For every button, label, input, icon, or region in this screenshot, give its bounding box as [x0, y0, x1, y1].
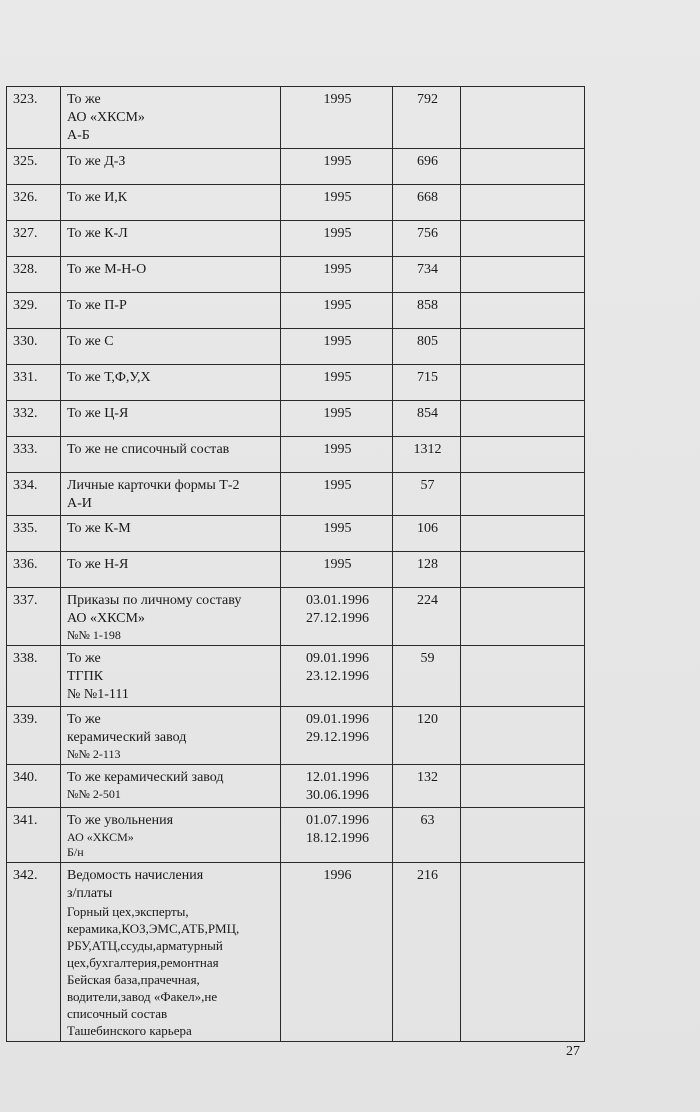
row-note [461, 293, 585, 329]
row-note [461, 401, 585, 437]
date-line: 1995 [323, 190, 352, 205]
date-line: 29.12.1996 [306, 730, 369, 745]
date-line: 1995 [323, 406, 352, 421]
row-title [61, 293, 281, 329]
row-dates [281, 221, 393, 257]
row-title [61, 516, 281, 552]
title-line: То же К-Л [67, 226, 128, 241]
title-line: То же не списочный состав [67, 442, 230, 457]
row-note [461, 516, 585, 552]
title-line: А-И [67, 496, 92, 511]
row-dates [281, 808, 393, 863]
row-title [61, 808, 281, 863]
inventory-table-body [7, 87, 585, 1042]
title-line: керамический завод [67, 730, 187, 745]
date-line: 12.01.1996 [306, 770, 369, 785]
row-note [461, 257, 585, 293]
row-sheet-count: 715 [393, 365, 461, 401]
title-line: ТГПК [67, 669, 104, 684]
table-row [7, 646, 585, 707]
row-note [461, 87, 585, 149]
title-line: То же Д-З [67, 154, 126, 169]
row-number: 331. [7, 365, 61, 401]
row-note [461, 863, 585, 1042]
row-dates [281, 257, 393, 293]
table-row [7, 473, 585, 516]
row-dates [281, 365, 393, 401]
row-title [61, 221, 281, 257]
row-number: 341. [7, 808, 61, 863]
row-dates [281, 401, 393, 437]
date-line: 1995 [323, 557, 352, 572]
title-note-line: водители,завод «Факел»,не [67, 989, 218, 1004]
row-note [461, 473, 585, 516]
table-row [7, 365, 585, 401]
row-title [61, 473, 281, 516]
row-sheet-count: 106 [393, 516, 461, 552]
row-number: 330. [7, 329, 61, 365]
title-line: То же М-Н-О [67, 262, 147, 277]
row-dates [281, 329, 393, 365]
title-note-line: Ташебинского карьера [67, 1023, 192, 1038]
row-note [461, 552, 585, 588]
row-dates [281, 588, 393, 646]
title-line: № №1-111 [67, 687, 129, 702]
row-sheet-count: 792 [393, 87, 461, 149]
row-sheet-count: 734 [393, 257, 461, 293]
table-row [7, 707, 585, 765]
row-dates [281, 516, 393, 552]
row-title [61, 87, 281, 149]
date-line: 09.01.1996 [306, 712, 369, 727]
row-number: 332. [7, 401, 61, 437]
table-row [7, 329, 585, 365]
title-note-line: АО «ХКСМ» [67, 830, 134, 844]
title-line: То же керамический завод [67, 770, 224, 785]
table-row [7, 552, 585, 588]
table-row [7, 185, 585, 221]
row-number: 342. [7, 863, 61, 1042]
row-sheet-count: 756 [393, 221, 461, 257]
row-sheet-count: 854 [393, 401, 461, 437]
row-note [461, 588, 585, 646]
table-row [7, 437, 585, 473]
row-title [61, 185, 281, 221]
title-line: Ведомость начисления [67, 868, 204, 883]
row-dates [281, 293, 393, 329]
title-note-line: №№ 1-198 [67, 628, 121, 642]
date-line: 23.12.1996 [306, 669, 369, 684]
row-title [61, 329, 281, 365]
row-title [61, 765, 281, 808]
row-number: 340. [7, 765, 61, 808]
row-dates [281, 646, 393, 707]
row-sheet-count: 59 [393, 646, 461, 707]
row-title [61, 707, 281, 765]
table-row [7, 588, 585, 646]
table-row [7, 293, 585, 329]
row-dates [281, 149, 393, 185]
title-note-line: Горный цех,эксперты, [67, 904, 189, 919]
row-title [61, 401, 281, 437]
table-row [7, 87, 585, 149]
title-note-line: №№ 2-113 [67, 747, 121, 761]
title-line: То же Ц-Я [67, 406, 129, 421]
row-note [461, 437, 585, 473]
page-number: 27 [566, 1044, 580, 1059]
row-sheet-count: 128 [393, 552, 461, 588]
row-sheet-count: 805 [393, 329, 461, 365]
row-number: 327. [7, 221, 61, 257]
title-note-line: Бейская база,прачечная, [67, 972, 200, 987]
title-line: АО «ХКСМ» [67, 110, 145, 125]
row-dates [281, 707, 393, 765]
title-note-line: керамика,КОЗ,ЭМС,АТБ,РМЦ, [67, 921, 240, 936]
row-number: 323. [7, 87, 61, 149]
table-row [7, 401, 585, 437]
date-line: 1995 [323, 478, 352, 493]
row-number: 337. [7, 588, 61, 646]
title-line: То же К-М [67, 521, 131, 536]
row-title [61, 437, 281, 473]
title-line: Личные карточки формы Т-2 [67, 478, 240, 493]
title-line: АО «ХКСМ» [67, 611, 145, 626]
row-note [461, 808, 585, 863]
date-line: 1996 [323, 868, 352, 883]
title-line: То же Т,Ф,У,Х [67, 370, 151, 385]
title-note-line: Б/н [67, 845, 84, 859]
row-title [61, 552, 281, 588]
row-dates [281, 765, 393, 808]
row-note [461, 765, 585, 808]
table-row [7, 863, 585, 1042]
row-note [461, 221, 585, 257]
row-dates [281, 185, 393, 221]
row-title [61, 257, 281, 293]
row-note [461, 185, 585, 221]
row-title [61, 863, 281, 1042]
row-dates [281, 87, 393, 149]
date-line: 1995 [323, 521, 352, 536]
date-line: 1995 [323, 334, 352, 349]
row-sheet-count: 1312 [393, 437, 461, 473]
row-title [61, 149, 281, 185]
row-number: 338. [7, 646, 61, 707]
date-line: 1995 [323, 262, 352, 277]
title-line: То же [67, 92, 101, 107]
row-sheet-count: 668 [393, 185, 461, 221]
row-number: 326. [7, 185, 61, 221]
row-number: 333. [7, 437, 61, 473]
date-line: 03.01.1996 [306, 593, 369, 608]
date-line: 1995 [323, 298, 352, 313]
table-row [7, 516, 585, 552]
row-sheet-count: 216 [393, 863, 461, 1042]
row-note [461, 365, 585, 401]
row-number: 325. [7, 149, 61, 185]
title-note-line: цех,бухгалтерия,ремонтная [67, 955, 219, 970]
row-sheet-count: 63 [393, 808, 461, 863]
title-line: То же увольнения [67, 813, 174, 828]
date-line: 30.06.1996 [306, 788, 369, 803]
title-line: То же П-Р [67, 298, 127, 313]
title-line: Приказы по личному составу [67, 593, 242, 608]
row-title [61, 588, 281, 646]
date-line: 18.12.1996 [306, 831, 369, 846]
row-sheet-count: 132 [393, 765, 461, 808]
row-number: 334. [7, 473, 61, 516]
table-row [7, 808, 585, 863]
title-line: То же Н-Я [67, 557, 129, 572]
row-sheet-count: 696 [393, 149, 461, 185]
date-line: 1995 [323, 370, 352, 385]
row-note [461, 707, 585, 765]
row-title [61, 365, 281, 401]
title-line: з/платы [67, 886, 113, 901]
row-number: 329. [7, 293, 61, 329]
row-number: 339. [7, 707, 61, 765]
row-note [461, 646, 585, 707]
title-line: То же И,К [67, 190, 128, 205]
row-number: 328. [7, 257, 61, 293]
row-number: 335. [7, 516, 61, 552]
title-line: То же С [67, 334, 114, 349]
date-line: 09.01.1996 [306, 651, 369, 666]
row-note [461, 149, 585, 185]
date-line: 1995 [323, 226, 352, 241]
table-row [7, 149, 585, 185]
row-sheet-count: 224 [393, 588, 461, 646]
title-note-line: РБУ,АТЦ,ссуды,арматурный [67, 938, 223, 953]
row-sheet-count: 120 [393, 707, 461, 765]
row-note [461, 329, 585, 365]
title-line: То же [67, 712, 101, 727]
date-line: 27.12.1996 [306, 611, 369, 626]
title-note-line: списочный состав [67, 1006, 168, 1021]
date-line: 1995 [323, 154, 352, 169]
date-line: 01.07.1996 [306, 813, 369, 828]
row-number: 336. [7, 552, 61, 588]
title-note-line: №№ 2-501 [67, 787, 121, 801]
table-row [7, 221, 585, 257]
title-line: То же [67, 651, 101, 666]
inventory-table [6, 86, 585, 1042]
date-line: 1995 [323, 92, 352, 107]
date-line: 1995 [323, 442, 352, 457]
table-row [7, 257, 585, 293]
row-dates [281, 473, 393, 516]
row-sheet-count: 57 [393, 473, 461, 516]
row-sheet-count: 858 [393, 293, 461, 329]
row-dates [281, 863, 393, 1042]
row-dates [281, 437, 393, 473]
table-row [7, 765, 585, 808]
title-line: А-Б [67, 128, 90, 143]
row-title [61, 646, 281, 707]
row-dates [281, 552, 393, 588]
